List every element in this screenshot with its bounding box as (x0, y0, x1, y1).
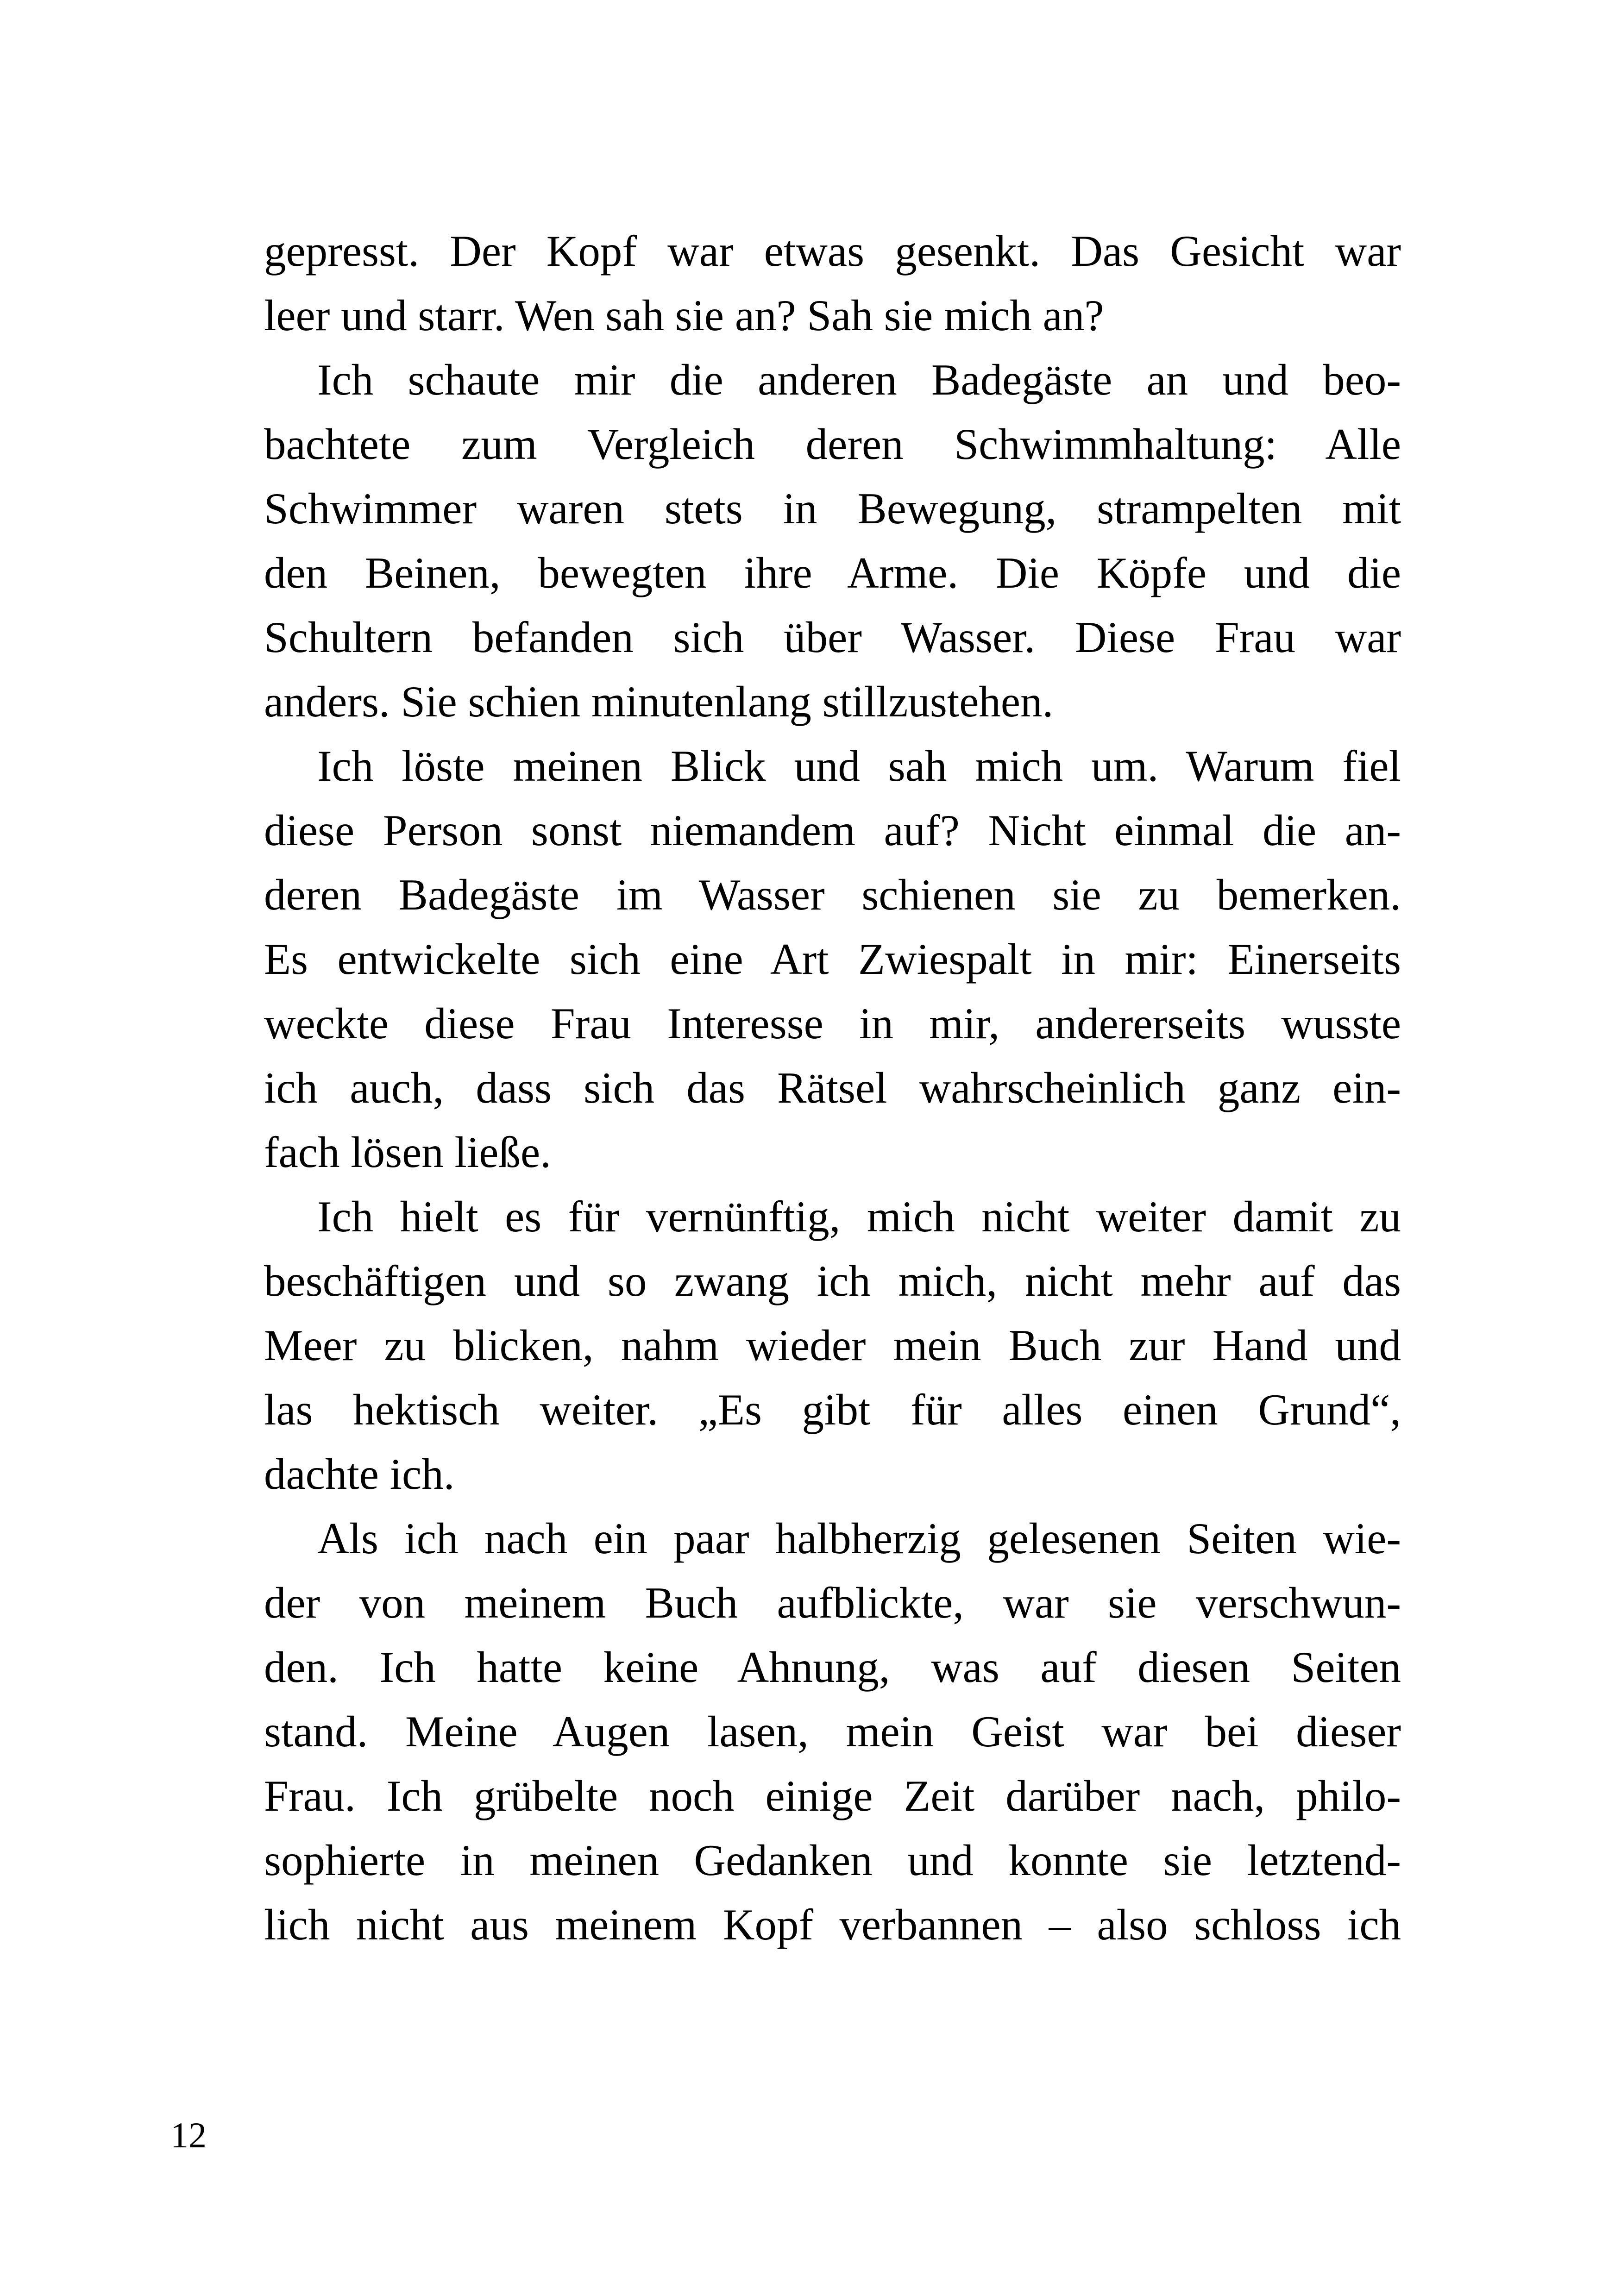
text-line: weckte diese Frau Interesse in mir, andererseits wusste (264, 999, 1401, 1048)
text-line: sophierte in meinen Gedanken und konnte sie letztend- (264, 1836, 1401, 1885)
text-line: gepresst. Der Kopf war etwas gesenkt. Das Gesicht war (264, 226, 1401, 276)
body-text (264, 219, 1401, 1957)
text-line: anders. Sie schien minutenlang stillzustehen. (264, 677, 1054, 726)
text-line: bachtete zum Vergleich deren Schwimmhaltung: Alle (264, 420, 1401, 469)
text-line: dachte ich. (264, 1449, 455, 1499)
text-line: der von meinem Buch aufblickte, war sie verschwun- (264, 1578, 1401, 1627)
text-line: beschäftigen und so zwang ich mich, nicht mehr auf das (264, 1256, 1401, 1305)
page-number: 12 (170, 2115, 207, 2155)
text-line: lich nicht aus meinem Kopf verbannen – also schloss ich (264, 1900, 1401, 1949)
text-line: stand. Meine Augen lasen, mein Geist war bei dieser (264, 1707, 1401, 1756)
text-line: Als ich nach ein paar halbherzig gelesenen Seiten wie- (317, 1514, 1401, 1563)
text-line: Ich löste meinen Blick und sah mich um. Warum fiel (317, 741, 1401, 790)
text-line: den Beinen, bewegten ihre Arme. Die Köpfe und die (264, 548, 1401, 597)
text-line: Schwimmer waren stets in Bewegung, strampelten mit (264, 484, 1401, 533)
text-line: las hektisch weiter. „Es gibt für alles einen Grund“, (264, 1385, 1401, 1434)
text-line: leer und starr. Wen sah sie an? Sah sie mich an? (264, 291, 1104, 340)
text-line: ich auch, dass sich das Rätsel wahrscheinlich ganz ein- (264, 1063, 1401, 1112)
text-line: fach lösen ließe. (264, 1128, 551, 1177)
text-line: den. Ich hatte keine Ahnung, was auf diesen Seiten (264, 1643, 1401, 1692)
text-line: Es entwickelte sich eine Art Zwiespalt in mir: Einerseits (264, 935, 1401, 984)
text-line: Frau. Ich grübelte noch einige Zeit darüber nach, philo- (264, 1771, 1401, 1820)
text-line: Ich schaute mir die anderen Badegäste an und beo- (317, 355, 1401, 404)
text-line: Schultern befanden sich über Wasser. Diese Frau war (264, 613, 1401, 662)
text-line: diese Person sonst niemandem auf? Nicht einmal die an- (264, 806, 1401, 855)
text-line: deren Badegäste im Wasser schienen sie zu bemerken. (264, 870, 1401, 919)
text-line: Meer zu blicken, nahm wieder mein Buch zur Hand und (264, 1321, 1401, 1370)
text-line: Ich hielt es für vernünftig, mich nicht weiter damit zu (317, 1192, 1401, 1241)
